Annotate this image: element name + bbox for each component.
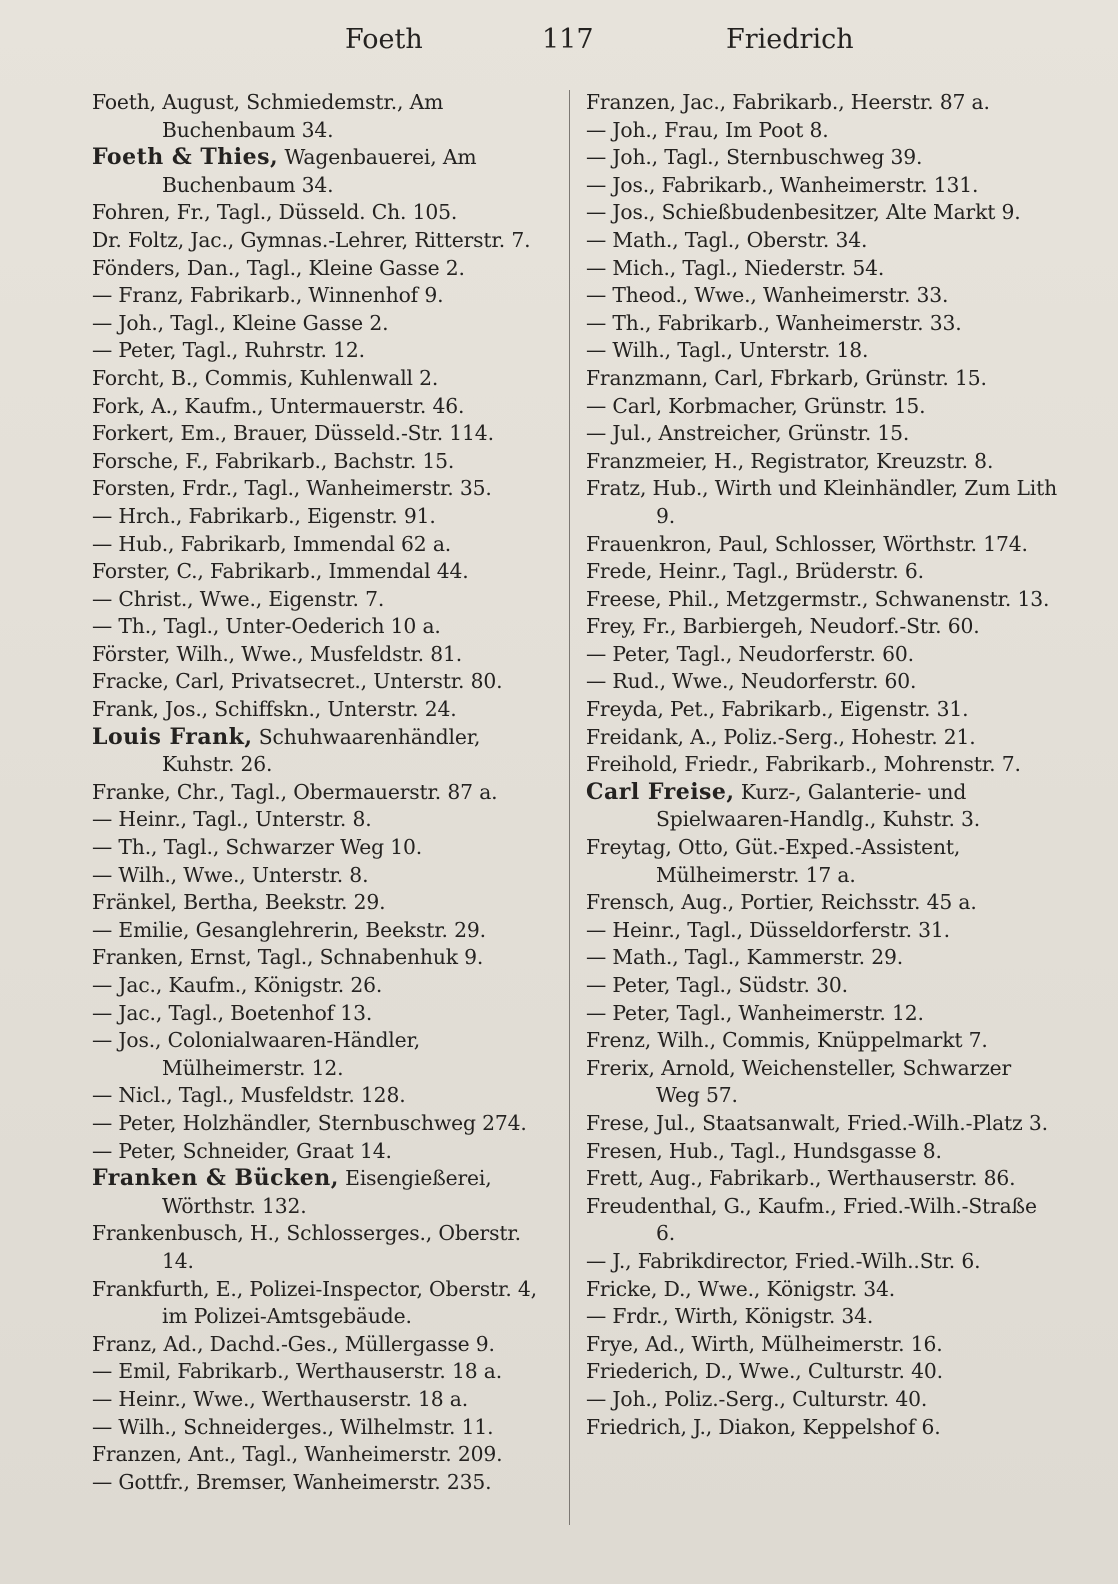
- entry-text: Frede, Heinr., Tagl., Brüderstr. 6.: [586, 559, 924, 584]
- entry-text: Fresen, Hub., Tagl., Hundsgasse 8.: [586, 1138, 942, 1163]
- entry-text: Forsche, F., Fabrikarb., Bachstr. 15.: [92, 448, 455, 473]
- entry-text: Fork, A., Kaufm., Untermauerstr. 46.: [92, 393, 465, 418]
- entry-text: — Joh., Poliz.-Serg., Culturstr. 40.: [586, 1386, 928, 1411]
- directory-entry: [92, 917, 558, 945]
- directory-entry: [586, 1193, 1058, 1248]
- directory-entry: [586, 1248, 1058, 1276]
- entry-text: — Peter, Holzhändler, Sternbuschweg 274.: [92, 1110, 527, 1135]
- directory-entry: [586, 227, 1058, 255]
- entry-text: Fränkel, Bertha, Beekstr. 29.: [92, 890, 386, 915]
- entry-text: — Peter, Tagl., Wanheimerstr. 12.: [586, 1000, 924, 1025]
- entry-text: Frese, Jul., Staatsanwalt, Fried.-Wilh.-Platz 3.: [586, 1110, 1048, 1135]
- directory-entry: [92, 1276, 558, 1331]
- entry-firm-name: Carl Freise,: [586, 778, 735, 805]
- directory-entry: [586, 1358, 1058, 1386]
- entry-text: — Nicl., Tagl., Musfeldstr. 128.: [92, 1083, 406, 1108]
- entry-text: — Wilh., Wwe., Unterstr. 8.: [92, 862, 369, 887]
- entry-text: Frank, Jos., Schiffskn., Unterstr. 24.: [92, 697, 457, 722]
- directory-entry: [92, 668, 558, 696]
- entry-text: Franzmann, Carl, Fbrkarb, Grünstr. 15.: [586, 365, 987, 390]
- directory-entry: [586, 1303, 1058, 1331]
- directory-entry: [586, 751, 1058, 779]
- directory-entry: [586, 724, 1058, 752]
- directory-entry: [92, 641, 558, 669]
- entry-text: Forkert, Em., Brauer, Düsseld.-Str. 114.: [92, 421, 494, 446]
- entry-text: — Heinr., Tagl., Düsseldorferstr. 31.: [586, 917, 950, 942]
- directory-entry: [586, 337, 1058, 365]
- directory-entry: [92, 779, 558, 807]
- directory-entry: [92, 972, 558, 1000]
- directory-entry: [92, 420, 558, 448]
- entry-text: Friedrich, J., Diakon, Keppelshof 6.: [586, 1414, 941, 1439]
- entry-text: — Peter, Tagl., Ruhrstr. 12.: [92, 338, 365, 363]
- entry-text: Frerix, Arnold, Weichensteller, Schwarzer Weg 57.: [586, 1055, 1012, 1108]
- entry-text: Freihold, Friedr., Fabrikarb., Mohrenstr. 7.: [586, 752, 1021, 777]
- entry-text: Franke, Chr., Tagl., Obermauerstr. 87 a.: [92, 779, 498, 804]
- right-column: [586, 89, 1058, 1441]
- directory-entry: [586, 1165, 1058, 1193]
- entry-text: — Jul., Anstreicher, Grünstr. 15.: [586, 421, 910, 446]
- entry-text: Forsten, Frdr., Tagl., Wanheimerstr. 35.: [92, 476, 492, 501]
- directory-entry: [92, 365, 558, 393]
- directory-entry: [586, 255, 1058, 283]
- entry-text: — Jac., Tagl., Boetenhof 13.: [92, 1000, 373, 1025]
- column-divider: [569, 90, 570, 1525]
- entry-text: — Th., Tagl., Schwarzer Weg 10.: [92, 835, 423, 860]
- entry-text: Fönders, Dan., Tagl., Kleine Gasse 2.: [92, 255, 465, 280]
- entry-text: — Joh., Frau, Im Poot 8.: [586, 117, 829, 142]
- directory-entry: [92, 696, 558, 724]
- directory-entry: [92, 503, 558, 531]
- directory-entry: [92, 1331, 558, 1359]
- directory-entry: [586, 420, 1058, 448]
- entry-text: — Th., Fabrikarb., Wanheimerstr. 33.: [586, 310, 962, 335]
- entry-text: — Hrch., Fabrikarb., Eigenstr. 91.: [92, 503, 436, 528]
- directory-entry: [92, 806, 558, 834]
- entry-text: Frey, Fr., Barbiergeh, Neudorf.-Str. 60.: [586, 614, 980, 639]
- directory-entry: [586, 558, 1058, 586]
- directory-entry: [92, 1027, 558, 1082]
- entry-text: Eisengießerei, Wörthstr. 132.: [162, 1166, 492, 1218]
- directory-entry: [586, 393, 1058, 421]
- directory-entry: [586, 1027, 1058, 1055]
- directory-entry: [92, 834, 558, 862]
- directory-entry: [92, 613, 558, 641]
- directory-entry: [586, 972, 1058, 1000]
- directory-entry: [92, 1000, 558, 1028]
- entry-text: — Jac., Kaufm., Königstr. 26.: [92, 973, 383, 997]
- directory-entry: [586, 889, 1058, 917]
- directory-entry: [586, 117, 1058, 145]
- directory-entry: [92, 310, 558, 338]
- directory-entry: [92, 227, 558, 255]
- directory-entry: [586, 89, 1058, 117]
- directory-entry: [92, 448, 558, 476]
- directory-entry: [92, 889, 558, 917]
- entry-firm-name: Franken & Bücken,: [92, 1165, 339, 1192]
- directory-entry: [586, 282, 1058, 310]
- entry-text: Franzen, Jac., Fabrikarb., Heerstr. 87 a.: [586, 90, 990, 114]
- directory-entry: [586, 586, 1058, 614]
- directory-entry: [586, 779, 1058, 834]
- directory-entry: [586, 1414, 1058, 1442]
- entry-text: Friederich, D., Wwe., Culturstr. 40.: [586, 1359, 943, 1384]
- directory-entry: [586, 944, 1058, 972]
- directory-entry: [586, 917, 1058, 945]
- directory-entry: [92, 862, 558, 890]
- entry-text: — Hub., Fabrikarb, Immendal 62 a.: [92, 531, 452, 556]
- entry-text: — Th., Tagl., Unter-Oederich 10 a.: [92, 614, 441, 639]
- entry-text: Frauenkron, Paul, Schlosser, Wörthstr. 174.: [586, 531, 1028, 556]
- directory-entry: [586, 144, 1058, 172]
- left-column: [92, 89, 558, 1496]
- entry-text: — Rud., Wwe., Neudorferstr. 60.: [586, 669, 917, 694]
- entry-text: Freyda, Pet., Fabrikarb., Eigenstr. 31.: [586, 697, 969, 722]
- entry-text: Frankenbusch, H., Schlosserges., Oberstr. 14.: [92, 1221, 521, 1273]
- entry-text: Frenz, Wilh., Commis, Knüppelmarkt 7.: [586, 1028, 988, 1053]
- directory-entry: [586, 1110, 1058, 1138]
- entry-text: — Emil, Fabrikarb., Werthauserstr. 18 a.: [92, 1359, 503, 1384]
- directory-entry: [92, 1165, 558, 1220]
- directory-entry: [586, 475, 1058, 530]
- directory-entry: [586, 696, 1058, 724]
- header-right-keyword: Friedrich: [726, 24, 854, 55]
- directory-entry: [92, 282, 558, 310]
- entry-text: Wagenbauerei, Am Buchenbaum 34.: [162, 145, 477, 197]
- directory-entry: [586, 1276, 1058, 1304]
- page-header: [0, 24, 1118, 64]
- entry-text: Forster, C., Fabrikarb., Immendal 44.: [92, 559, 469, 584]
- entry-text: — Franz, Fabrikarb., Winnenhof 9.: [92, 283, 444, 308]
- entry-text: — Jos., Fabrikarb., Wanheimerstr. 131.: [586, 172, 979, 197]
- entry-text: — Wilh., Tagl., Unterstr. 18.: [586, 338, 869, 363]
- entry-text: — Emilie, Gesanglehrerin, Beekstr. 29.: [92, 917, 486, 942]
- directory-entry: [92, 1110, 558, 1138]
- entry-text: Förster, Wilh., Wwe., Musfeldstr. 81.: [92, 641, 463, 666]
- entry-text: Franz, Ad., Dachd.-Ges., Müllergasse 9.: [92, 1331, 495, 1356]
- entry-firm-name: Foeth & Thies,: [92, 144, 279, 171]
- entry-text: — J., Fabrikdirector, Fried.-Wilh..Str. 6.: [586, 1248, 981, 1273]
- directory-entry: [586, 172, 1058, 200]
- entry-text: — Wilh., Schneiderges., Wilhelmstr. 11.: [92, 1414, 494, 1439]
- directory-entry: [586, 365, 1058, 393]
- directory-entry: [92, 89, 558, 144]
- directory-entry: [92, 1220, 558, 1275]
- entry-text: — Heinr., Tagl., Unterstr. 8.: [92, 807, 372, 832]
- entry-text: — Math., Tagl., Kammerstr. 29.: [586, 945, 904, 970]
- entry-text: Franken, Ernst, Tagl., Schnabenhuk 9.: [92, 945, 484, 970]
- entry-text: Fracke, Carl, Privatsecret., Unterstr. 80.: [92, 669, 503, 694]
- directory-entry: [586, 1000, 1058, 1028]
- page-number: 117: [542, 24, 594, 55]
- entry-text: Fohren, Fr., Tagl., Düsseld. Ch. 105.: [92, 200, 458, 225]
- directory-entry: [92, 1386, 558, 1414]
- directory-entry: [92, 144, 558, 199]
- header-left-keyword: Foeth: [345, 24, 423, 55]
- directory-entry: [92, 944, 558, 972]
- entry-text: — Jos., Colonialwaaren-Händler, Mülheimerstr. 12.: [92, 1028, 421, 1080]
- directory-entry: [586, 1138, 1058, 1166]
- entry-text: Foeth, August, Schmiedemstr., Am Buchenbaum 34.: [92, 90, 444, 142]
- directory-entry: [586, 448, 1058, 476]
- entry-text: Freytag, Otto, Güt.-Exped.-Assistent, Mülheimerstr. 17 a.: [586, 835, 961, 887]
- entry-text: — Peter, Tagl., Südstr. 30.: [586, 973, 848, 997]
- entry-text: Frankfurth, E., Polizei-Inspector, Oberstr. 4, im Polizei-Amtsgebäude.: [92, 1276, 537, 1329]
- entry-text: — Mich., Tagl., Niederstr. 54.: [586, 255, 885, 280]
- entry-text: Dr. Foltz, Jac., Gymnas.-Lehrer, Ritterstr. 7.: [92, 227, 531, 252]
- directory-entry: [92, 586, 558, 614]
- entry-text: Kurz-, Galanterie- und Spielwaaren-Handlg., Kuhstr. 3.: [656, 779, 981, 832]
- directory-entry: [586, 310, 1058, 338]
- entry-text: — Gottfr., Bremser, Wanheimerstr. 235.: [92, 1469, 492, 1494]
- entry-firm-name: Louis Frank,: [92, 723, 253, 750]
- directory-entry: [586, 641, 1058, 669]
- directory-entry: [92, 724, 558, 779]
- directory-entry: [92, 1358, 558, 1386]
- entry-text: Freidank, A., Poliz.-Serg., Hohestr. 21.: [586, 724, 976, 749]
- directory-entry: [586, 1055, 1058, 1110]
- directory-entry: [92, 1138, 558, 1166]
- entry-text: — Jos., Schießbudenbesitzer, Alte Markt 9.: [586, 200, 1021, 225]
- directory-entry: [586, 613, 1058, 641]
- entry-text: Frensch, Aug., Portier, Reichsstr. 45 a.: [586, 890, 977, 915]
- directory-entry: [92, 1414, 558, 1442]
- entry-text: — Joh., Tagl., Kleine Gasse 2.: [92, 310, 389, 335]
- directory-entry: [92, 1082, 558, 1110]
- entry-text: Forcht, B., Commis, Kuhlenwall 2.: [92, 365, 439, 390]
- directory-entry: [92, 1469, 558, 1497]
- directory-entry: [586, 199, 1058, 227]
- directory-entry: [92, 558, 558, 586]
- directory-entry: [92, 199, 558, 227]
- entry-text: Frye, Ad., Wirth, Mülheimerstr. 16.: [586, 1331, 943, 1356]
- directory-entry: [92, 337, 558, 365]
- entry-text: Fratz, Hub., Wirth und Kleinhändler, Zum Lith 9.: [586, 476, 1058, 528]
- entry-text: — Math., Tagl., Oberstr. 34.: [586, 227, 868, 252]
- directory-entry: [92, 1441, 558, 1469]
- entry-text: Franzmeier, H., Registrator, Kreuzstr. 8.: [586, 448, 994, 473]
- directory-entry: [92, 531, 558, 559]
- directory-entry: [586, 1386, 1058, 1414]
- entry-text: — Joh., Tagl., Sternbuschweg 39.: [586, 145, 923, 170]
- directory-entry: [92, 255, 558, 283]
- entry-text: — Theod., Wwe., Wanheimerstr. 33.: [586, 283, 949, 308]
- directory-entry: [586, 1331, 1058, 1359]
- entry-text: Franzen, Ant., Tagl., Wanheimerstr. 209.: [92, 1442, 503, 1467]
- entry-text: Frett, Aug., Fabrikarb., Werthauserstr. 86.: [586, 1166, 1016, 1191]
- entry-text: — Peter, Schneider, Graat 14.: [92, 1138, 392, 1163]
- entry-text: — Carl, Korbmacher, Grünstr. 15.: [586, 393, 926, 418]
- entry-text: Freudenthal, G., Kaufm., Fried.-Wilh.-Straße 6.: [586, 1193, 1037, 1246]
- entry-text: Fricke, D., Wwe., Königstr. 34.: [586, 1276, 896, 1301]
- directory-entry: [586, 531, 1058, 559]
- entry-text: — Peter, Tagl., Neudorferstr. 60.: [586, 641, 914, 666]
- directory-entry: [586, 834, 1058, 889]
- entry-text: Freese, Phil., Metzgermstr., Schwanenstr. 13.: [586, 586, 1050, 611]
- entry-text: — Heinr., Wwe., Werthauserstr. 18 a.: [92, 1386, 468, 1411]
- entry-text: — Frdr., Wirth, Königstr. 34.: [586, 1304, 874, 1329]
- directory-entry: [92, 475, 558, 503]
- entry-text: Schuhwaarenhändler, Kuhstr. 26.: [162, 724, 481, 777]
- entry-text: — Christ., Wwe., Eigenstr. 7.: [92, 586, 385, 611]
- directory-entry: [92, 393, 558, 421]
- directory-entry: [586, 668, 1058, 696]
